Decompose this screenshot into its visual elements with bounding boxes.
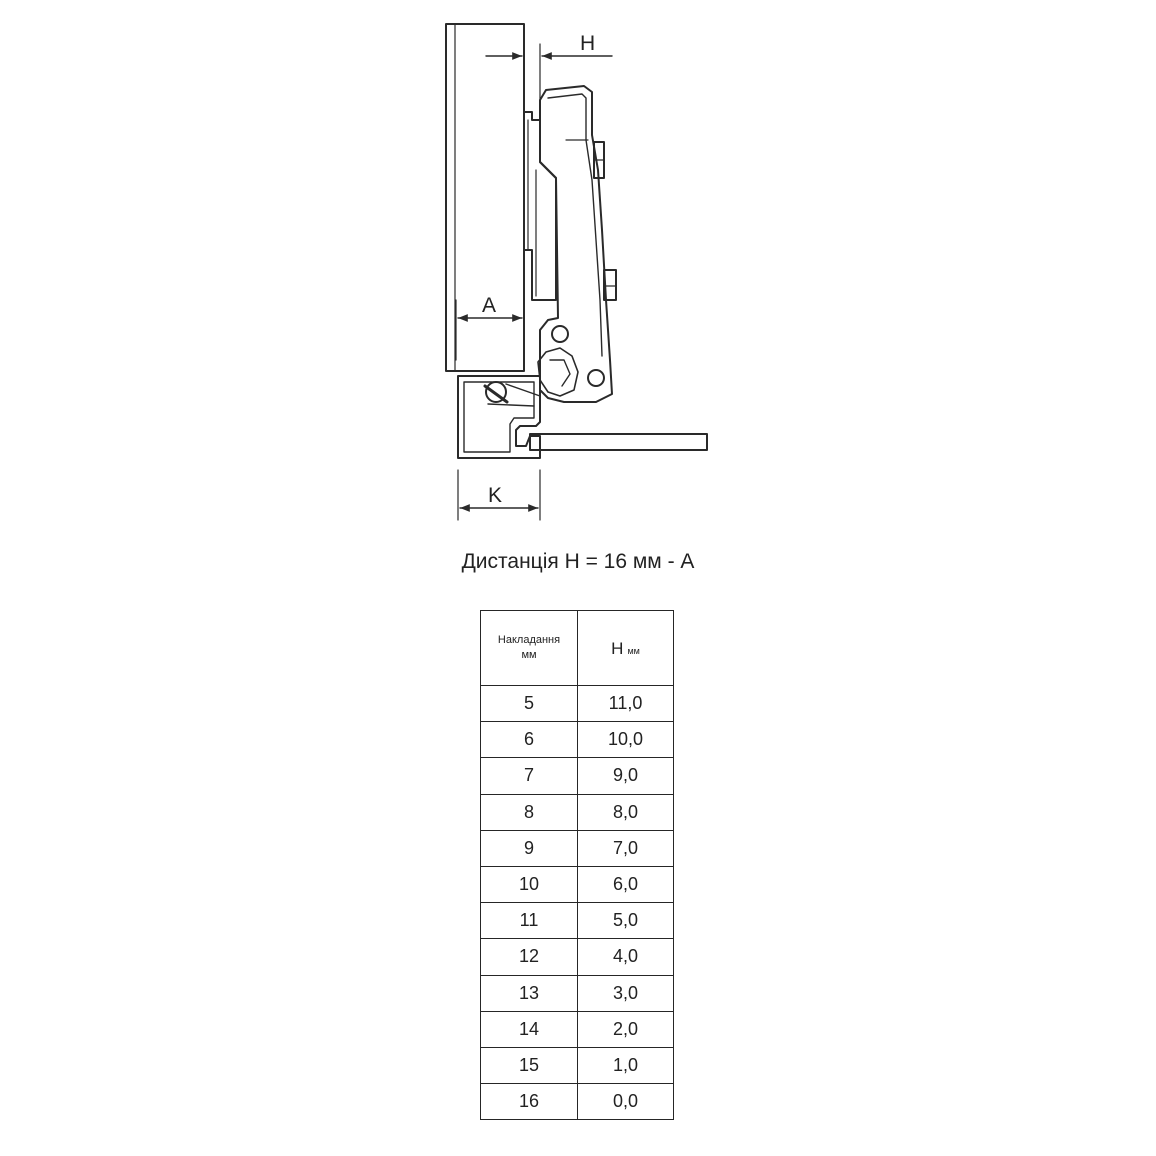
hinge-technical-drawing <box>0 0 1156 540</box>
cell-overlay: 10 <box>481 866 578 902</box>
header-h-title: H <box>611 638 624 658</box>
door-panel <box>446 24 524 371</box>
header-overlay-title: Накладання <box>497 634 561 646</box>
cell-overlay: 5 <box>481 686 578 722</box>
cell-overlay: 7 <box>481 758 578 794</box>
table-row <box>481 794 674 830</box>
cell-h: 2,0 <box>578 1011 674 1047</box>
cell-h: 6,0 <box>578 866 674 902</box>
cell-overlay: 13 <box>481 975 578 1011</box>
cell-overlay: 8 <box>481 794 578 830</box>
cell-h: 10,0 <box>578 722 674 758</box>
table-row <box>481 722 674 758</box>
aluminium-frame-profile <box>458 376 540 458</box>
table-row <box>481 866 674 902</box>
cell-overlay: 14 <box>481 1011 578 1047</box>
overlay-distance-table <box>480 610 674 1120</box>
cell-h: 0,0 <box>578 1084 674 1120</box>
table-row <box>481 830 674 866</box>
cell-h: 1,0 <box>578 1047 674 1083</box>
cell-overlay: 9 <box>481 830 578 866</box>
cell-h: 11,0 <box>578 686 674 722</box>
cell-overlay: 11 <box>481 903 578 939</box>
table-row <box>481 686 674 722</box>
label-h: H <box>580 32 596 55</box>
cell-h: 5,0 <box>578 903 674 939</box>
table-row <box>481 903 674 939</box>
cell-overlay: 15 <box>481 1047 578 1083</box>
cabinet-side-panel <box>530 434 707 450</box>
cell-h: 8,0 <box>578 794 674 830</box>
header-h-unit: мм <box>627 645 640 656</box>
distance-formula: Дистанція H = 16 мм - А <box>461 550 695 573</box>
table-row <box>481 1084 674 1120</box>
table-header-row <box>481 611 674 686</box>
table-row <box>481 1047 674 1083</box>
header-overlay-unit: мм <box>521 649 537 661</box>
label-k: K <box>488 484 503 507</box>
header-h <box>578 611 674 686</box>
cell-h: 7,0 <box>578 830 674 866</box>
cell-h: 9,0 <box>578 758 674 794</box>
table-row <box>481 758 674 794</box>
cell-h: 4,0 <box>578 939 674 975</box>
cell-overlay: 16 <box>481 1084 578 1120</box>
pivot-pin-lower <box>588 370 604 386</box>
cell-overlay: 6 <box>481 722 578 758</box>
table-row <box>481 939 674 975</box>
header-overlay <box>481 611 578 686</box>
hinge-arm <box>540 86 612 402</box>
pivot-pin-upper <box>552 326 568 342</box>
cell-overlay: 12 <box>481 939 578 975</box>
table-row <box>481 975 674 1011</box>
table-row <box>481 1011 674 1047</box>
cell-h: 3,0 <box>578 975 674 1011</box>
label-a: A <box>482 294 497 317</box>
